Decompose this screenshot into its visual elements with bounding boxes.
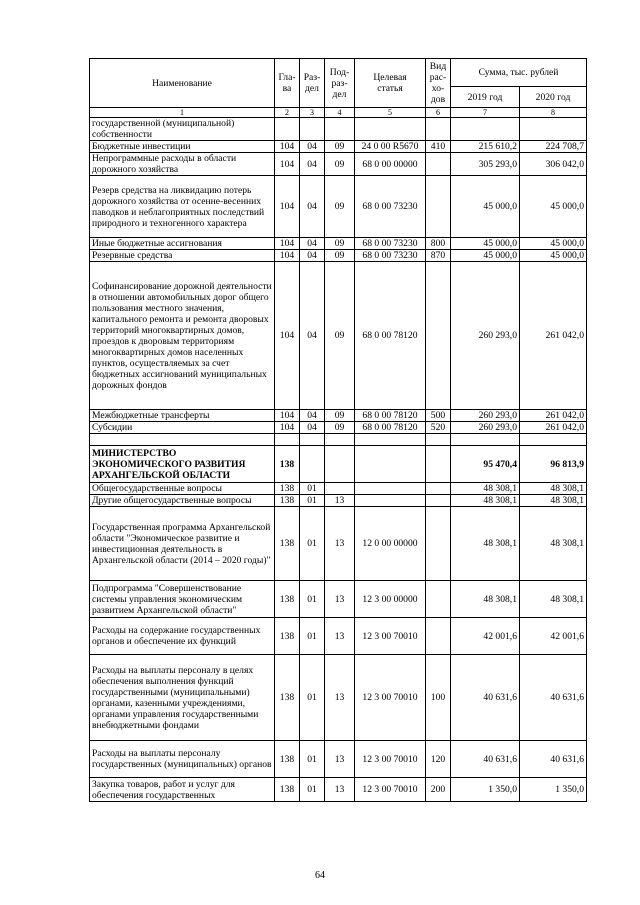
row-glava: 104	[275, 422, 300, 434]
row-razdel	[300, 434, 325, 446]
row-vid: 200	[426, 778, 451, 802]
table-row	[90, 778, 587, 802]
row-vid	[426, 507, 451, 581]
row-glava: 138	[275, 655, 300, 741]
row-sum-2020: 48 308,1	[520, 483, 587, 495]
row-target	[355, 434, 426, 446]
row-name: МИНИСТЕРСТВО ЭКОНОМИЧЕСКОГО РАЗВИТИЯ АРХАНГЕЛЬСКОЙ ОБЛАСТИ	[90, 446, 275, 483]
row-razdel: 04	[300, 422, 325, 434]
row-vid: 520	[426, 422, 451, 434]
row-podrazdel: 13	[325, 507, 355, 581]
row-sum-2019	[451, 118, 520, 141]
row-razdel: 01	[300, 507, 325, 581]
table-row	[90, 581, 587, 618]
row-name: Общегосударственные вопросы	[90, 483, 275, 495]
page-number: 64	[315, 870, 325, 881]
row-sum-2019: 45 000,0	[451, 238, 520, 250]
row-glava: 104	[275, 153, 300, 176]
row-glava: 104	[275, 176, 300, 238]
row-glava: 104	[275, 238, 300, 250]
row-sum-2019	[451, 434, 520, 446]
row-podrazdel: 09	[325, 422, 355, 434]
row-target: 12 3 00 70010	[355, 778, 426, 802]
row-glava: 104	[275, 250, 300, 262]
row-sum-2020: 261 042,0	[520, 262, 587, 410]
row-glava: 138	[275, 495, 300, 507]
column-number: 3	[300, 108, 325, 118]
row-sum-2019: 215 610,2	[451, 141, 520, 153]
row-name: Государственная программа Архангельской области "Экономическое развитие и инвестиционная деятельность в Архангельской области (2014 – 2020 годы)"	[90, 507, 275, 581]
row-podrazdel: 09	[325, 410, 355, 422]
row-vid: 100	[426, 655, 451, 741]
row-name: Подпрограмма "Совершенствование системы управления экономическим развитием Архангельской области"	[90, 581, 275, 618]
header-podrazdel: Под- раз- дел	[325, 59, 355, 108]
header-sum: Сумма, тыс. рублей	[451, 59, 587, 87]
row-podrazdel: 13	[325, 741, 355, 778]
row-razdel: 04	[300, 141, 325, 153]
table-body	[90, 118, 587, 802]
row-sum-2020: 224 708,7	[520, 141, 587, 153]
row-sum-2020: 48 308,1	[520, 507, 587, 581]
row-sum-2020: 261 042,0	[520, 410, 587, 422]
table-row	[90, 434, 587, 446]
row-target: 68 0 00 73230	[355, 250, 426, 262]
row-podrazdel: 09	[325, 153, 355, 176]
row-sum-2019: 40 631,6	[451, 655, 520, 741]
row-sum-2020: 40 631,6	[520, 741, 587, 778]
row-podrazdel	[325, 434, 355, 446]
column-numbers-row	[90, 108, 587, 118]
column-number: 5	[355, 108, 426, 118]
row-vid: 410	[426, 141, 451, 153]
row-target: 12 3 00 70010	[355, 655, 426, 741]
header-target: Целевая статья	[355, 59, 426, 108]
row-name: Резервные средства	[90, 250, 275, 262]
row-sum-2020: 45 000,0	[520, 250, 587, 262]
row-name: Расходы на содержание государственных органов и обеспечение их функций	[90, 618, 275, 655]
table-row	[90, 262, 587, 410]
row-name: Расходы на выплаты персоналу государственных (муниципальных) органов	[90, 741, 275, 778]
row-target	[355, 118, 426, 141]
row-razdel: 01	[300, 483, 325, 495]
row-sum-2019: 305 293,0	[451, 153, 520, 176]
table-row	[90, 618, 587, 655]
row-vid	[426, 153, 451, 176]
row-glava: 104	[275, 410, 300, 422]
row-podrazdel: 13	[325, 495, 355, 507]
row-sum-2019: 40 631,6	[451, 741, 520, 778]
column-number: 2	[275, 108, 300, 118]
row-razdel: 01	[300, 618, 325, 655]
row-name: Закупка товаров, работ и услуг для обеспечения государственных	[90, 778, 275, 802]
row-razdel: 04	[300, 410, 325, 422]
budget-table	[89, 58, 587, 802]
table-row	[90, 141, 587, 153]
row-sum-2019: 48 308,1	[451, 581, 520, 618]
row-sum-2020	[520, 434, 587, 446]
row-glava	[275, 118, 300, 141]
row-target	[355, 495, 426, 507]
header-year-2020: 2020 год	[520, 87, 587, 108]
row-target: 68 0 00 73230	[355, 176, 426, 238]
row-sum-2019: 42 001,6	[451, 618, 520, 655]
row-name: Иные бюджетные ассигнования	[90, 238, 275, 250]
row-razdel	[300, 118, 325, 141]
row-glava: 138	[275, 507, 300, 581]
header-name: Наименование	[90, 59, 275, 108]
row-sum-2019: 1 350,0	[451, 778, 520, 802]
row-target: 68 0 00 00000	[355, 153, 426, 176]
table-row	[90, 422, 587, 434]
row-podrazdel	[325, 483, 355, 495]
row-target	[355, 483, 426, 495]
row-sum-2020: 1 350,0	[520, 778, 587, 802]
row-sum-2020: 45 000,0	[520, 176, 587, 238]
row-name: Непрограммные расходы в области дорожного хозяйства	[90, 153, 275, 176]
row-razdel: 01	[300, 741, 325, 778]
header-razdel: Раз- дел	[300, 59, 325, 108]
table-row	[90, 238, 587, 250]
row-glava: 138	[275, 778, 300, 802]
table-row	[90, 153, 587, 176]
row-glava: 138	[275, 483, 300, 495]
row-vid	[426, 176, 451, 238]
header-vid: Вид рас- хо- дов	[426, 59, 451, 108]
row-sum-2020: 306 042,0	[520, 153, 587, 176]
row-sum-2019: 260 293,0	[451, 262, 520, 410]
row-razdel: 01	[300, 778, 325, 802]
row-vid	[426, 118, 451, 141]
row-sum-2019: 45 000,0	[451, 176, 520, 238]
row-podrazdel: 09	[325, 141, 355, 153]
row-vid	[426, 262, 451, 410]
column-number: 1	[90, 108, 275, 118]
row-sum-2019: 48 308,1	[451, 483, 520, 495]
header-glava: Гла- ва	[275, 59, 300, 108]
table-row	[90, 176, 587, 238]
row-target: 68 0 00 73230	[355, 238, 426, 250]
row-name: Субсидии	[90, 422, 275, 434]
row-target: 12 3 00 70010	[355, 618, 426, 655]
row-sum-2019: 48 308,1	[451, 495, 520, 507]
row-name	[90, 434, 275, 446]
row-razdel: 01	[300, 655, 325, 741]
row-sum-2020: 40 631,6	[520, 655, 587, 741]
row-name: Резерв средства на ликвидацию потерь дорожного хозяйства от осенне-весенних паводков и неблагоприятных последствий природного и техногенного характера	[90, 176, 275, 238]
row-target: 68 0 00 78120	[355, 422, 426, 434]
row-podrazdel: 09	[325, 250, 355, 262]
row-razdel: 04	[300, 153, 325, 176]
column-number: 8	[520, 108, 587, 118]
row-podrazdel: 13	[325, 618, 355, 655]
row-vid: 120	[426, 741, 451, 778]
row-sum-2019: 48 308,1	[451, 507, 520, 581]
row-podrazdel: 13	[325, 655, 355, 741]
row-podrazdel: 13	[325, 778, 355, 802]
row-sum-2019: 95 470,4	[451, 446, 520, 483]
table-row	[90, 495, 587, 507]
row-glava: 138	[275, 581, 300, 618]
row-sum-2020: 45 000,0	[520, 238, 587, 250]
row-razdel	[300, 446, 325, 483]
column-number: 6	[426, 108, 451, 118]
row-podrazdel: 13	[325, 581, 355, 618]
row-name: государственной (муниципальной) собственности	[90, 118, 275, 141]
column-number: 7	[451, 108, 520, 118]
table-row	[90, 118, 587, 141]
row-sum-2019: 260 293,0	[451, 422, 520, 434]
row-vid	[426, 495, 451, 507]
row-vid: 870	[426, 250, 451, 262]
row-razdel: 01	[300, 495, 325, 507]
row-podrazdel: 09	[325, 238, 355, 250]
table-row	[90, 741, 587, 778]
row-target: 12 3 00 00000	[355, 581, 426, 618]
row-sum-2020: 96 813,9	[520, 446, 587, 483]
row-glava	[275, 434, 300, 446]
row-glava: 138	[275, 618, 300, 655]
row-vid	[426, 618, 451, 655]
row-glava: 104	[275, 141, 300, 153]
row-sum-2020: 48 308,1	[520, 581, 587, 618]
table-row	[90, 507, 587, 581]
table-header	[90, 59, 587, 118]
table-row	[90, 410, 587, 422]
table-row	[90, 446, 587, 483]
row-glava: 104	[275, 262, 300, 410]
row-podrazdel	[325, 118, 355, 141]
row-vid	[426, 434, 451, 446]
row-target	[355, 446, 426, 483]
column-number: 4	[325, 108, 355, 118]
row-glava: 138	[275, 741, 300, 778]
row-target: 12 0 00 00000	[355, 507, 426, 581]
row-vid	[426, 483, 451, 495]
row-sum-2020	[520, 118, 587, 141]
row-name: Межбюджетные трансферты	[90, 410, 275, 422]
row-sum-2019: 45 000,0	[451, 250, 520, 262]
row-target: 68 0 00 78120	[355, 410, 426, 422]
row-name: Бюджетные инвестиции	[90, 141, 275, 153]
row-sum-2020: 261 042,0	[520, 422, 587, 434]
row-sum-2020: 48 308,1	[520, 495, 587, 507]
row-glava: 138	[275, 446, 300, 483]
row-podrazdel	[325, 446, 355, 483]
row-vid	[426, 446, 451, 483]
row-razdel: 04	[300, 238, 325, 250]
row-sum-2020: 42 001,6	[520, 618, 587, 655]
row-razdel: 04	[300, 262, 325, 410]
row-name: Другие общегосударственные вопросы	[90, 495, 275, 507]
row-vid: 500	[426, 410, 451, 422]
row-vid: 800	[426, 238, 451, 250]
row-podrazdel: 09	[325, 176, 355, 238]
table-row	[90, 483, 587, 495]
row-target: 24 0 00 R5670	[355, 141, 426, 153]
table-row	[90, 655, 587, 741]
row-name: Расходы на выплаты персоналу в целях обеспечения выполнения функций государственными (муниципальными) органами, казенными учреждениями, органами управления государственными внебюджетными фондами	[90, 655, 275, 741]
row-razdel: 04	[300, 176, 325, 238]
header-year-2019: 2019 год	[451, 87, 520, 108]
table-row	[90, 250, 587, 262]
row-razdel: 04	[300, 250, 325, 262]
row-vid	[426, 581, 451, 618]
row-target: 68 0 00 78120	[355, 262, 426, 410]
row-target: 12 3 00 70010	[355, 741, 426, 778]
row-podrazdel: 09	[325, 262, 355, 410]
row-sum-2019: 260 293,0	[451, 410, 520, 422]
row-razdel: 01	[300, 581, 325, 618]
row-name: Софинансирование дорожной деятельности в отношении автомобильных дорог общего пользования местного значения, капитального ремонта и ремонта дворовых территорий многоквартирных домов, проездов к дворовым территориям многоквартирных домов населенных пунктов, осуществляемых за счет бюджетных ассигнований муниципальных дорожных фондов	[90, 262, 275, 410]
